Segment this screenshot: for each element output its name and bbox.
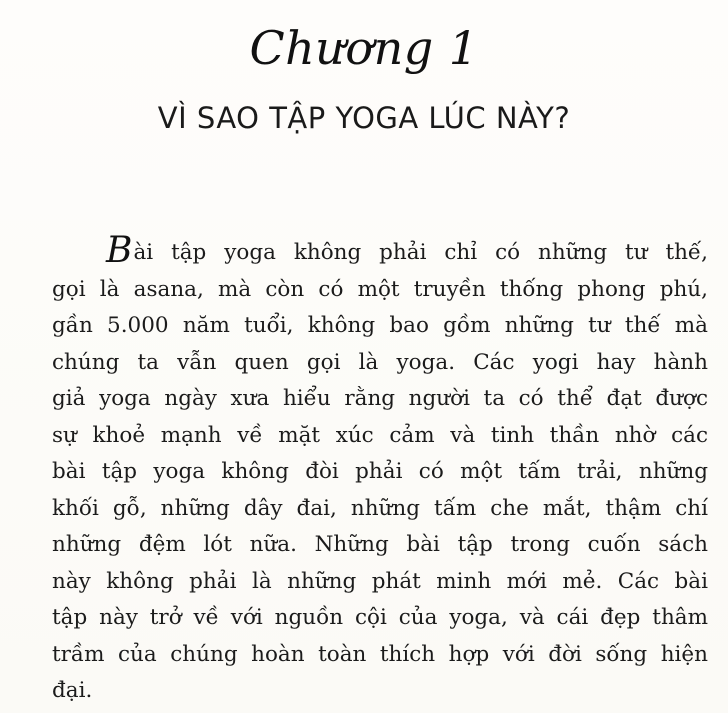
body-line-9: những đệm lót nữa. Những bài tập trong cuốn sách <box>52 532 708 557</box>
body-paragraph <box>52 230 708 710</box>
body-line-7: bài tập yoga không đòi phải có một tấm trải, những <box>52 459 708 484</box>
drop-cap: B <box>106 230 133 271</box>
chapter-title: VÌ SAO TẬP YOGA LÚC NÀY? <box>157 101 571 135</box>
chapter-label: Chương 1 <box>249 21 479 75</box>
first-line-text: ài tập yoga không phải chỉ có những tư thế, <box>133 240 708 265</box>
body-line-10: này không phải là những phát minh mới mẻ. Các bài <box>52 568 708 594</box>
body-line-2: gọi là asana, mà còn có một truyền thống phong phú, <box>52 276 708 302</box>
body-line-3: gần 5.000 năm tuổi, không bao gồm những tư thế mà <box>52 313 708 338</box>
body-line-1 <box>52 230 708 272</box>
body-line-6: sự khoẻ mạnh về mặt xúc cảm và tinh thần nhờ các <box>52 422 708 448</box>
body-line-8: khối gỗ, những dây đai, những tấm che mắt, thậm chí <box>52 495 708 521</box>
body-line-4: chúng ta vẫn quen gọi là yoga. Các yogi hay hành <box>52 349 708 375</box>
body-line-5: giả yoga ngày xưa hiểu rằng người ta có thể đạt được <box>52 386 708 411</box>
body-line-13: đại. <box>52 678 93 703</box>
body-line-12: trầm của chúng hoàn toàn thích hợp với đời sống hiện <box>52 641 708 667</box>
body-line-11: tập này trở về với nguồn cội của yoga, và cái đẹp thâm <box>52 605 708 630</box>
